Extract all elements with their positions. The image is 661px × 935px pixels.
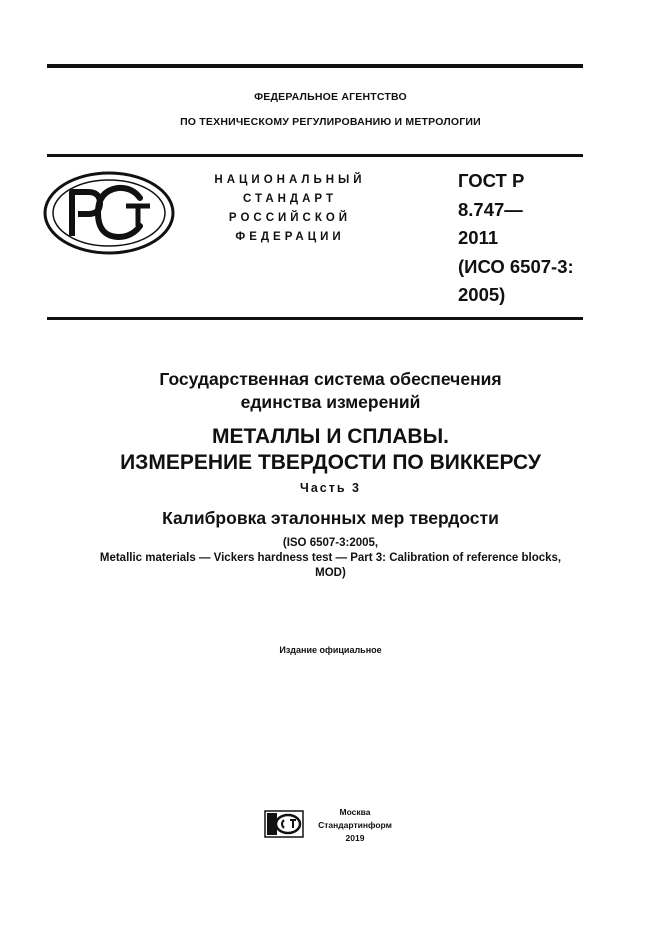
rst-certification-mark-icon	[42, 170, 176, 256]
system-title-line-2: единства измерений	[240, 392, 421, 412]
publisher-block	[300, 806, 410, 845]
publisher-city: Москва	[339, 807, 371, 817]
main-title-line-2: ИЗМЕРЕНИЕ ТВЕРДОСТИ ПО ВИККЕРСУ	[120, 451, 541, 474]
iso-reference-line-2: Metallic materials — Vickers hardness test — Part 3: Calibration of reference blocks,	[99, 552, 562, 564]
system-title	[0, 368, 661, 414]
subtitle: Калибровка эталонных мер твердости	[162, 508, 499, 528]
designation-line: 2005)	[458, 284, 506, 305]
national-standard-block	[190, 171, 390, 247]
standartinform-logo-icon	[264, 810, 304, 838]
designation-line: 2011	[458, 227, 499, 248]
iso-reference-line-3: MOD)	[315, 567, 346, 579]
standard-designation	[458, 167, 588, 310]
designation-line: ГОСТ Р	[458, 170, 525, 191]
national-standard-line: РОССИЙСКОЙ	[228, 212, 352, 224]
iso-reference-line-1: (ISO 6507-3:2005,	[282, 537, 379, 549]
designation-line: (ИСО 6507-3:	[458, 255, 574, 277]
header-rule-lower	[47, 317, 583, 320]
agency-line-1: ФЕДЕРАЛЬНОЕ АГЕНТСТВО	[254, 91, 407, 103]
national-standard-line: НАЦИОНАЛЬНЫЙ	[214, 174, 366, 186]
national-standard-line: ФЕДЕРАЦИИ	[235, 231, 345, 243]
main-title-line-1: МЕТАЛЛЫ И СПЛАВЫ.	[212, 425, 449, 448]
system-title-line-1: Государственная система обеспечения	[159, 369, 502, 389]
edition-note: Издание официальное	[279, 645, 382, 655]
publisher-name: Стандартинформ	[318, 820, 392, 830]
publisher-year: 2019	[345, 833, 365, 843]
part-number: Часть 3	[300, 481, 361, 495]
main-title	[0, 424, 661, 476]
designation-line: 8.747—	[458, 198, 523, 220]
agency-line-2: ПО ТЕХНИЧЕСКОМУ РЕГУЛИРОВАНИЮ И МЕТРОЛОГИИ	[180, 116, 481, 128]
national-standard-line: СТАНДАРТ	[243, 193, 337, 205]
top-rule	[47, 64, 583, 68]
header-rule-upper	[47, 154, 583, 157]
iso-reference	[0, 536, 661, 581]
